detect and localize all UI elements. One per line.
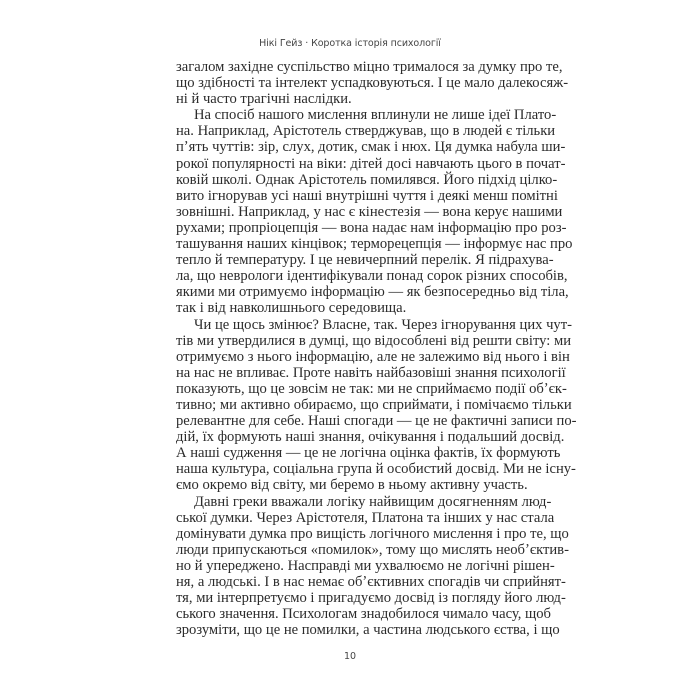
text-line: якими ми отримуємо інформацію — як безпосередньо від тіла, bbox=[176, 284, 569, 301]
text-line: люди припускаються «помилок», тому що мислять необʼєктив- bbox=[176, 541, 569, 558]
text-line: на. Наприклад, Арістотель стверджував, що в людей є тільки bbox=[176, 123, 556, 140]
text-line: ташування наших кінцівок; терморецепція — інформує нас про bbox=[176, 236, 573, 253]
text-line: пʼять чуттів: зір, слух, дотик, смак і нюх. Ця думка набула ши- bbox=[176, 139, 566, 156]
text-line: на нас не впливає. Проте навіть найбазовіші знання психології bbox=[176, 364, 566, 381]
paragraph bbox=[176, 493, 569, 639]
text-line: тя, ми інтерпретуємо і пригадуємо досвід із погляду його люд- bbox=[176, 590, 566, 607]
text-line: тів ми утвердилися в думці, що відособлені від решти світу: ми bbox=[176, 332, 572, 349]
text-line: домінувати думка про вищість логічного мислення і про те, що bbox=[176, 525, 569, 542]
paragraph bbox=[176, 316, 577, 494]
text-line: Давні греки вважали логіку найвищим досягненням люд- bbox=[194, 493, 552, 510]
text-line: А наші судження — це не логічна оцінка фактів, їх формують bbox=[176, 445, 561, 462]
text-line: Чи це щось змінює? Власне, так. Через ігнорування цих чут- bbox=[194, 316, 572, 333]
text-line: ської думки. Через Арістотеля, Платона та інших у нас стала bbox=[176, 509, 555, 526]
text-line: ня, а людські. І в нас немає обʼєктивних спогадів чи сприйнят- bbox=[176, 574, 566, 590]
text-line: ні й часто трагічні наслідки. bbox=[176, 91, 352, 108]
text-line: загалом західне суспільство міцно трималося за думку про те, bbox=[176, 59, 563, 75]
text-line: ємо окремо від світу, ми беремо в ньому активну участь. bbox=[176, 477, 528, 494]
text-line: показують, що це зовсім не так: ми не сприймаємо події обʼєк- bbox=[176, 380, 567, 397]
text-line: зовнішні. Наприклад, у нас є кінестезія — вона керує нашими bbox=[176, 203, 563, 220]
paragraph bbox=[176, 107, 573, 317]
text-line: На спосіб нашого мислення вплинули не лише ідеї Плато- bbox=[194, 107, 557, 124]
text-line: рокої популярності на віки: дітей досі навчають цього в почат- bbox=[176, 155, 566, 172]
body-text bbox=[176, 59, 577, 639]
running-head: Нікі Гейз · Коротка історія психології bbox=[259, 38, 441, 49]
text-line: так і від навколишнього середовища. bbox=[176, 300, 407, 317]
text-line: отримуємо з нього інформацію, але не залежимо від нього і він bbox=[176, 348, 570, 365]
text-line: но й упереджено. Насправді ми ухвалюємо не логічні рішен- bbox=[176, 557, 555, 574]
paragraph bbox=[176, 59, 569, 108]
text-line: наша культура, соціальна група й особистий досвід. Ми не існу- bbox=[176, 461, 576, 478]
text-line: зрозуміти, що це не помилки, а частина людського єства, і що bbox=[176, 622, 560, 639]
text-line: що здібності та інтелект успадковуються. І це мало далекосяж- bbox=[176, 75, 569, 92]
text-line: ла, що неврологи ідентифікували понад сорок різних способів, bbox=[176, 268, 568, 285]
text-line: вито ігнорував усі наші внутрішні чуття і деякі менш помітні bbox=[176, 187, 558, 204]
text-line: ського значення. Психологам знадобилося чимало часу, щоб bbox=[176, 606, 551, 623]
text-line: релевантне для себе. Наші спогади — це не фактичні записи по- bbox=[176, 413, 577, 430]
text-line: тивно; ми активно обираємо, що сприймати, і помічаємо тільки bbox=[176, 396, 572, 413]
text-line: ковій школі. Однак Арістотель помилявся. Його підхід цілко- bbox=[176, 171, 558, 188]
page-number: 10 bbox=[343, 651, 357, 662]
text-line: дій, їх формують наші знання, очікування і подальший досвід. bbox=[176, 429, 565, 446]
text-line: рухами; пропріоцепція — вона надає нам інформацію про роз- bbox=[176, 219, 567, 236]
text-line: тепло й температуру. І це невичерпний перелік. Я підрахува- bbox=[176, 252, 554, 269]
